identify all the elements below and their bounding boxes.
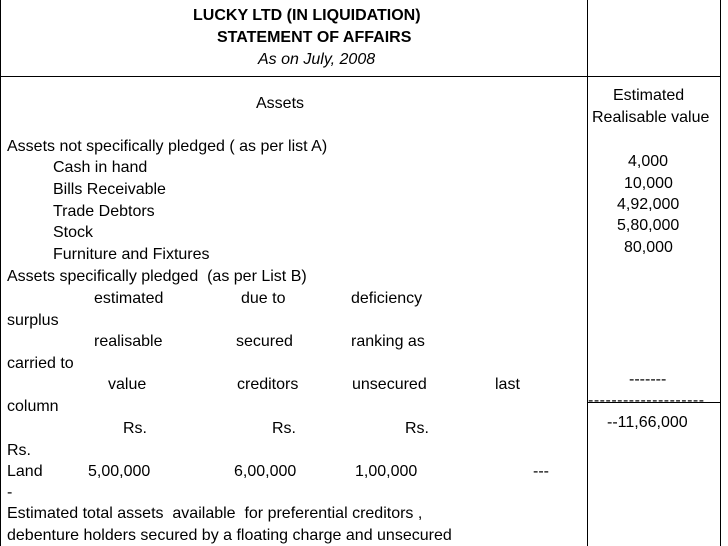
total-value: --11,66,000 <box>607 414 688 431</box>
pledged-col-header: last <box>495 376 520 393</box>
estimated-heading-2: Realisable value <box>592 109 710 126</box>
item-label: Trade Debtors <box>53 203 155 220</box>
total-dash: -------------------- <box>588 392 705 409</box>
pledged-col-header: realisable <box>94 333 163 350</box>
item-label: Cash in hand <box>53 159 148 176</box>
land-wrap: - <box>7 484 13 501</box>
footer-line-2: debenture holders secured by a floating charge and unsecured <box>7 527 452 544</box>
land-deficiency: 1,00,000 <box>355 463 418 480</box>
item-label: Stock <box>53 224 94 241</box>
not-pledged-heading: Assets not specifically pledged ( as per list A) <box>7 138 328 155</box>
pledged-col-header: ranking as <box>351 333 425 350</box>
pledged-col-header: secured <box>236 333 293 350</box>
pledged-col-header: deficiency <box>351 290 423 307</box>
pledged-col-wrap: carried to <box>7 355 74 372</box>
item-value: 80,000 <box>624 239 673 256</box>
item-label: Bills Receivable <box>53 181 166 198</box>
pledged-col-header: Rs. <box>272 420 296 437</box>
pledged-col-wrap: Rs. <box>7 442 31 459</box>
pledged-col-header: value <box>108 376 147 393</box>
item-value: 10,000 <box>624 175 673 192</box>
land-estimated: 5,00,000 <box>88 463 151 480</box>
pledged-col-header: estimated <box>94 290 164 307</box>
company-name: LUCKY LTD (IN LIQUIDATION) <box>193 7 421 24</box>
item-value: 4,92,000 <box>617 196 680 213</box>
footer-line-1: Estimated total assets available for preferential creditors , <box>7 505 423 522</box>
item-value: 4,000 <box>628 153 669 170</box>
statement-date: As on July, 2008 <box>258 51 376 68</box>
header-rule <box>0 76 721 77</box>
assets-heading: Assets <box>256 95 305 112</box>
right-border <box>720 0 721 546</box>
land-due: 6,00,000 <box>234 463 297 480</box>
item-label: Furniture and Fixtures <box>53 246 210 263</box>
pledged-col-header: creditors <box>237 376 299 393</box>
subtotal-dash: ------- <box>629 371 667 388</box>
item-value: 5,80,000 <box>617 217 680 234</box>
pledged-col-wrap: surplus <box>7 312 59 329</box>
column-divider <box>587 0 588 546</box>
left-border <box>0 0 1 546</box>
pledged-heading: Assets specifically pledged (as per List B) <box>7 268 307 285</box>
land-label: Land <box>7 463 43 480</box>
estimated-heading-1: Estimated <box>613 87 685 104</box>
pledged-col-header: due to <box>241 290 286 307</box>
pledged-col-wrap: column <box>7 398 59 415</box>
pledged-col-header: Rs. <box>405 420 429 437</box>
statement-title: STATEMENT OF AFFAIRS <box>217 29 412 46</box>
land-surplus: --- <box>533 463 549 480</box>
pledged-col-header: unsecured <box>352 376 427 393</box>
pledged-col-header: Rs. <box>123 420 147 437</box>
